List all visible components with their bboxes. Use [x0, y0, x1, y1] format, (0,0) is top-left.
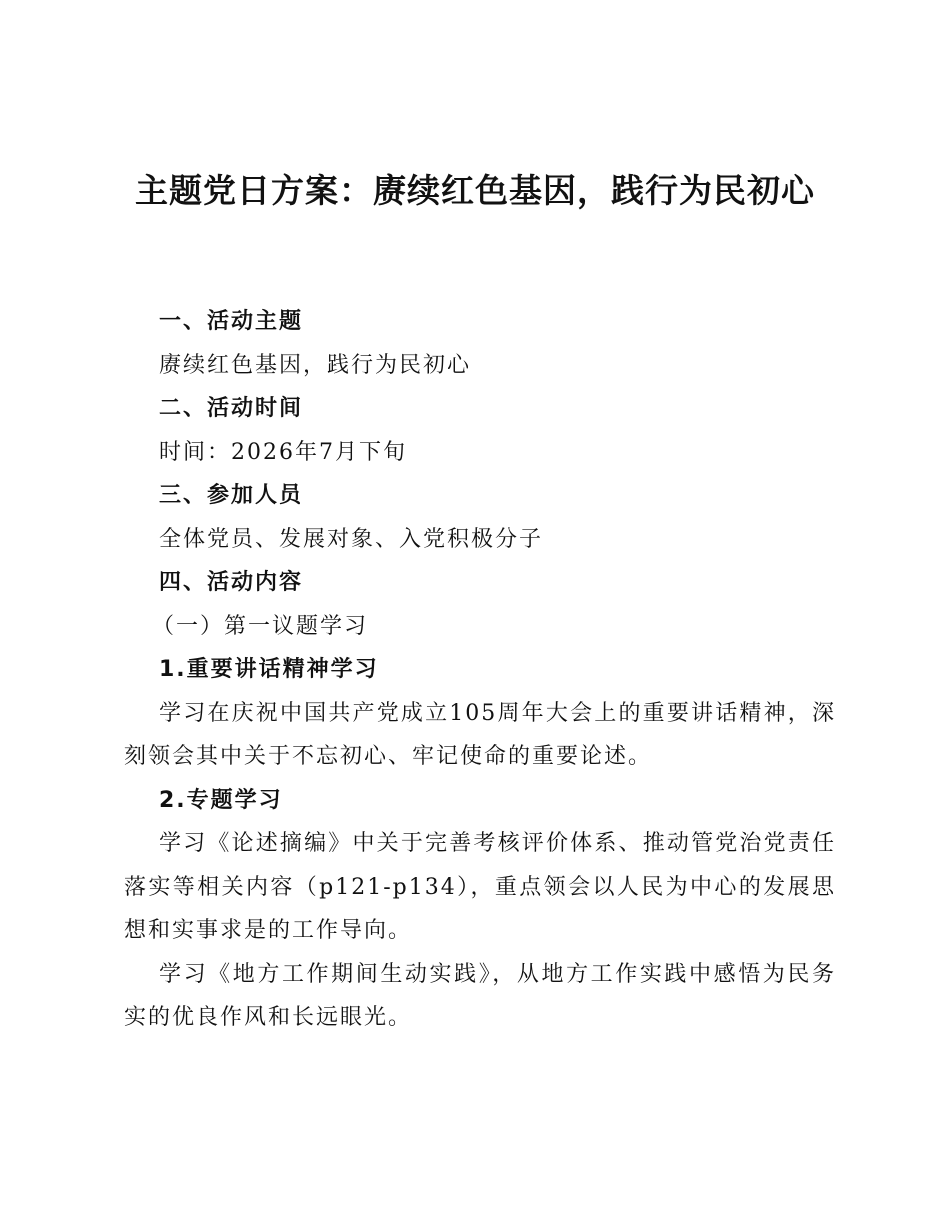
section-text-theme: 赓续红色基因，践行为民初心	[159, 352, 472, 378]
document-title: 主题党日方案：赓续红色基因，践行为民初心	[135, 171, 815, 210]
item-heading-special-study: 2.专题学习	[159, 787, 283, 813]
document-body	[124, 300, 836, 1040]
section-heading-participants: 三、参加人员	[159, 483, 304, 508]
item-text-speech-study: 学习在庆祝中国共产党成立105周年大会上的重要讲话精神，深刻领会其中关于不忘初心、牢记使命的重要论述。	[124, 700, 836, 769]
section-text-time: 时间：2026年7月下旬	[159, 439, 407, 465]
section-text-participants: 全体党员、发展对象、入党积极分子	[159, 526, 544, 552]
item-text-special-study-1: 学习《论述摘编》中关于完善考核评价体系、推动管党治党责任落实等相关内容（p121-p134），重点领会以人民为中心的发展思想和实事求是的工作导向。	[124, 831, 836, 943]
section-heading-time: 二、活动时间	[159, 396, 304, 421]
item-heading-speech-study: 1.重要讲话精神学习	[159, 657, 379, 682]
section-heading-content: 四、活动内容	[159, 570, 304, 595]
section-heading-theme: 一、活动主题	[159, 309, 304, 334]
item-text-special-study-2: 学习《地方工作期间生动实践》，从地方工作实践中感悟为民务实的优良作风和长远眼光。	[124, 961, 836, 1030]
subsection-heading-first-topic: （一）第一议题学习	[152, 613, 369, 639]
